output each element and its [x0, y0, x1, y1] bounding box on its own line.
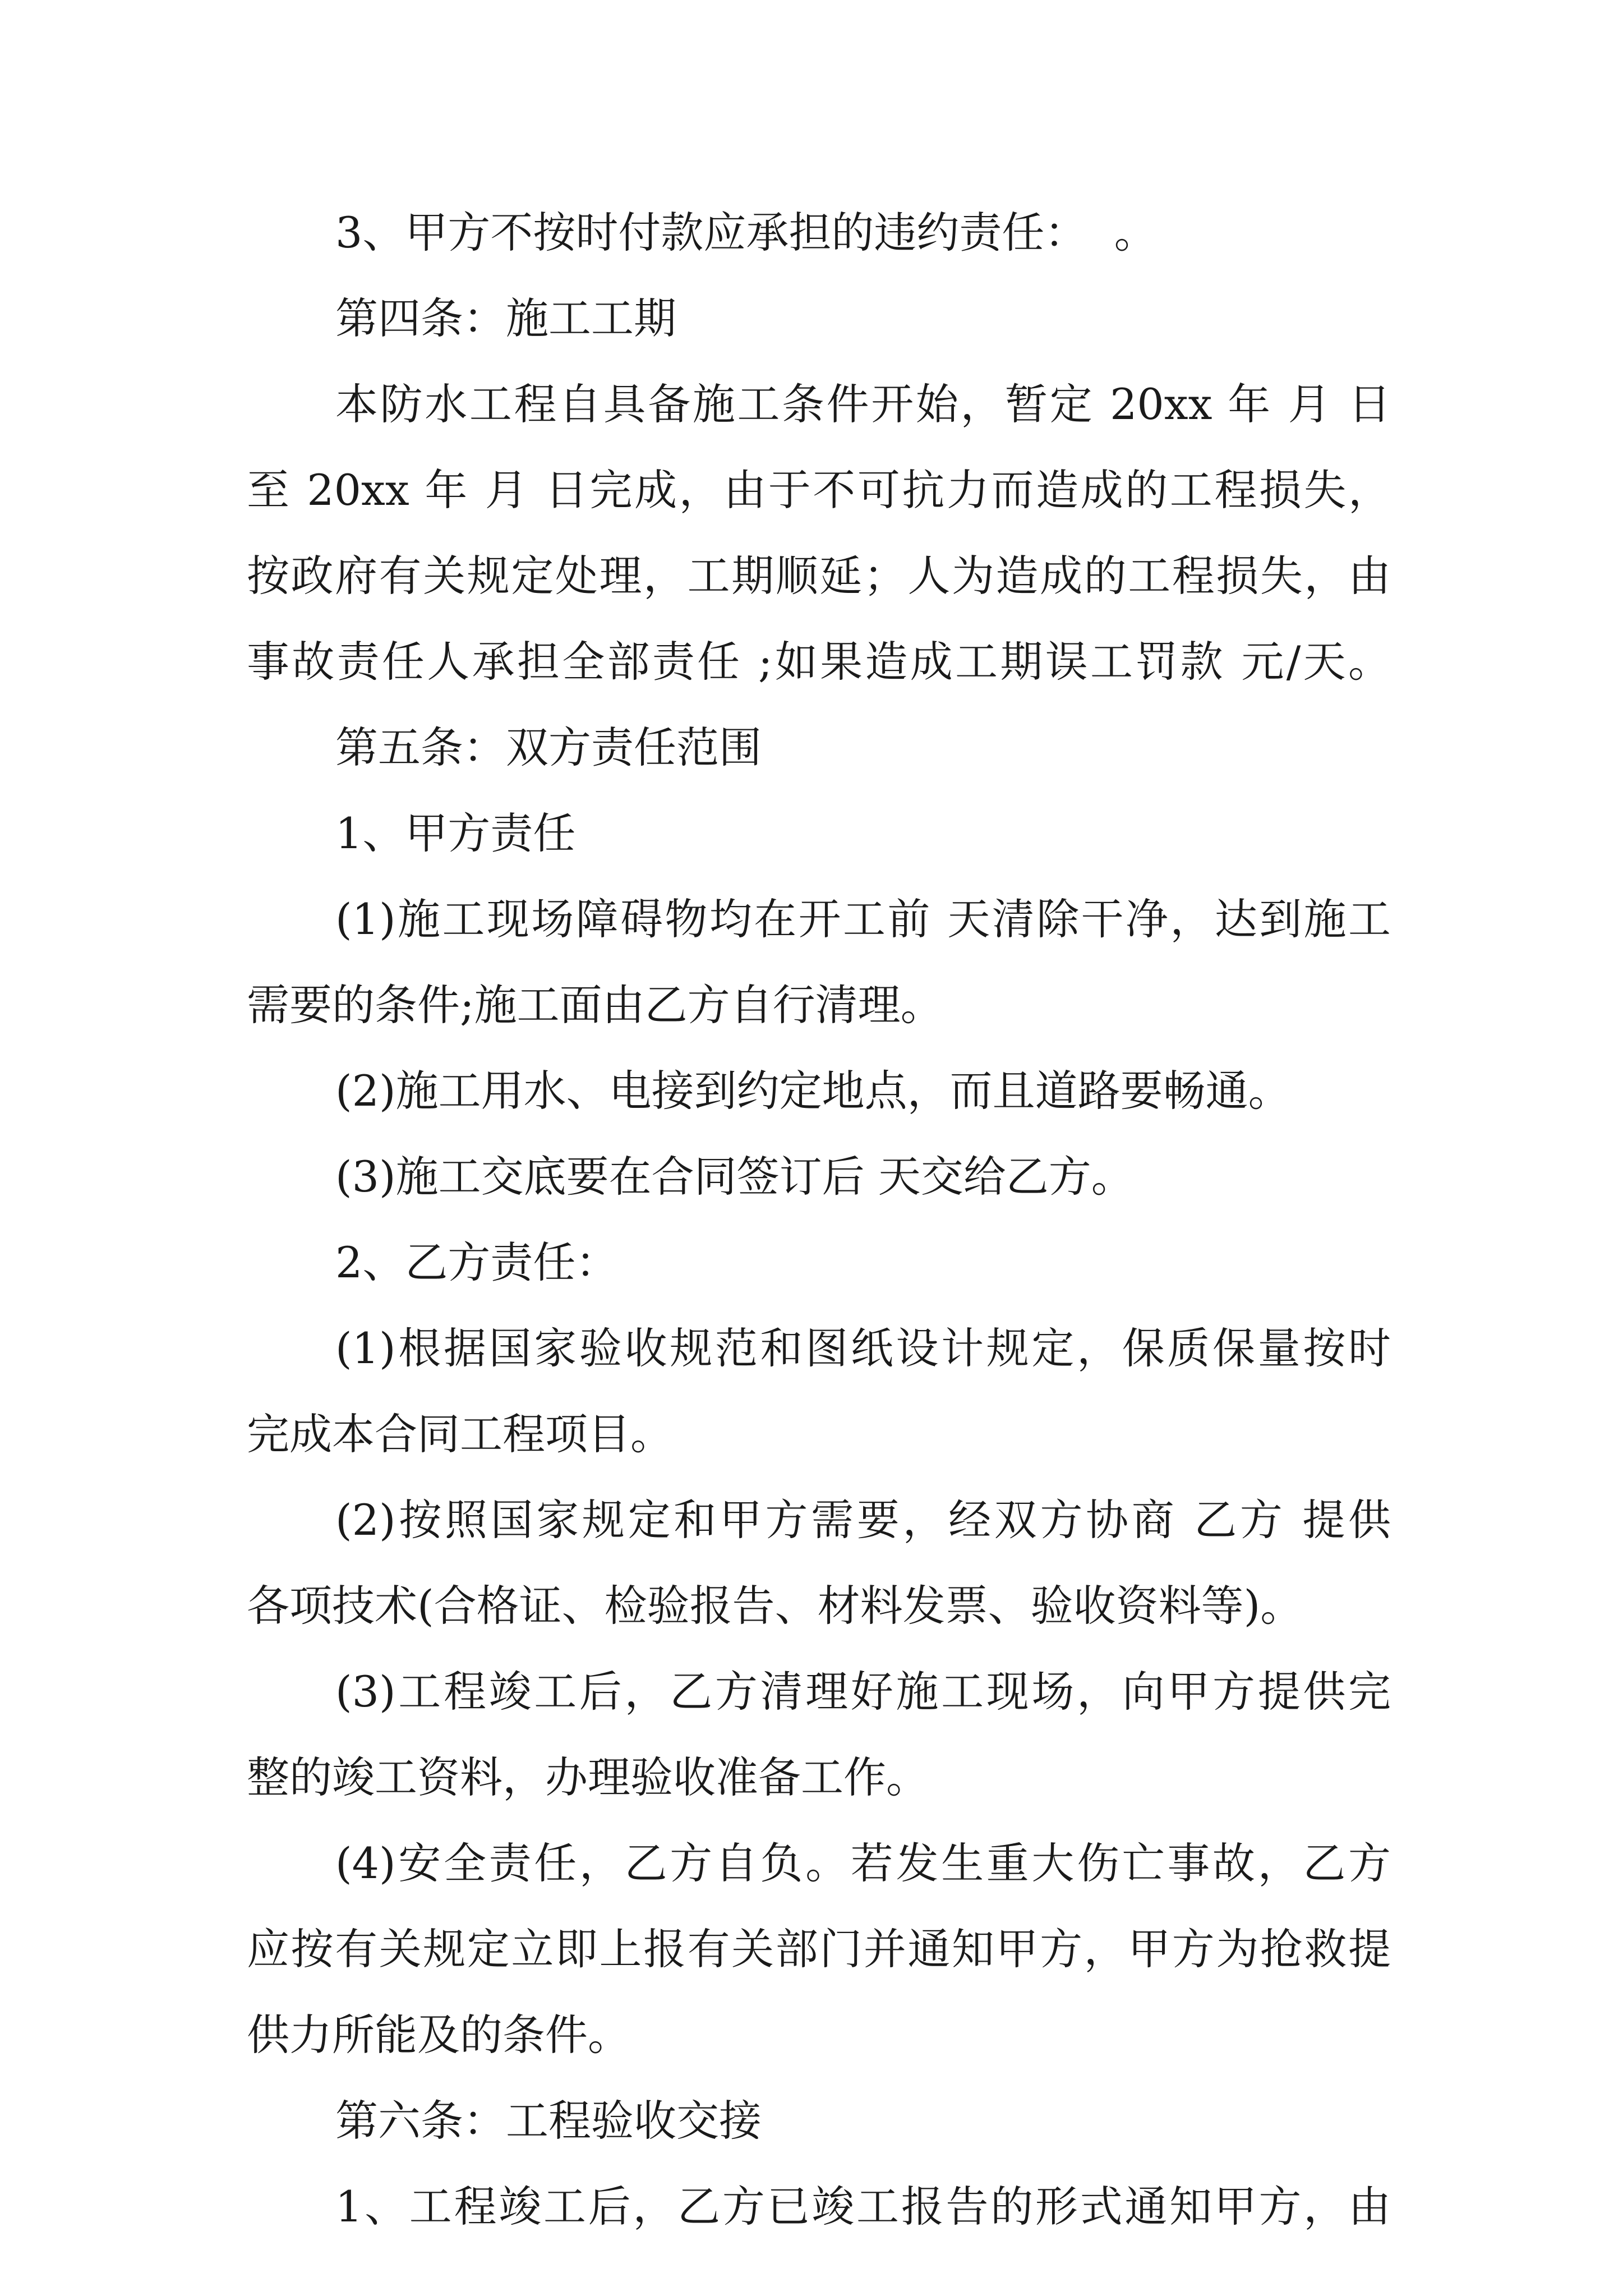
party-a-heading: 1、甲方责任	[335, 808, 576, 858]
party-a-item-line: (3)施工交底要在合同签订后 天交给乙方。	[335, 1152, 1134, 1202]
party-a-item-line: (2)施工用水、电接到约定地点，而且道路要畅通。	[335, 1066, 1291, 1116]
article-4-paragraph-line: 事故责任人承担全部责任 ;如果造成工期误工罚款 元/天。	[247, 637, 1391, 687]
party-a-item-line: (1)施工现场障碍物均在开工前 天清除干净，达到施工	[335, 894, 1391, 944]
party-b-item-line: (2)按照国家规定和甲方需要，经双方协商 乙方 提供	[335, 1495, 1391, 1545]
article-4-heading: 第四条：施工工期	[335, 293, 676, 343]
article-5-heading: 第五条：双方责任范围	[335, 723, 762, 772]
article-4-paragraph-line: 按政府有关规定处理，工期顺延；人为造成的工程损失，由	[247, 551, 1391, 601]
party-a-item-line: 需要的条件;施工面由乙方自行清理。	[247, 980, 943, 1030]
article-6-heading: 第六条：工程验收交接	[335, 2096, 762, 2146]
party-b-item-line: (1)根据国家验收规范和图纸设计规定，保质保量按时	[335, 1323, 1391, 1373]
party-b-item-line: 整的竣工资料，办理验收准备工作。	[247, 1752, 929, 1802]
party-b-item-line: (4)安全责任，乙方自负。若发生重大伤亡事故，乙方	[335, 1838, 1391, 1888]
party-b-item-line: 供力所能及的条件。	[247, 2010, 630, 2060]
party-b-item-line: 各项技术(合格证、检验报告、材料发票、验收资料等)。	[247, 1581, 1303, 1631]
party-b-item-line: 完成本合同工程项目。	[247, 1409, 673, 1459]
article-6-paragraph-line: 1、工程竣工后，乙方已竣工报告的形式通知甲方，由	[335, 2182, 1391, 2231]
clause-3-penalty-line: 3、甲方不按时付款应承担的违约责任： 。	[335, 208, 1157, 257]
party-b-item-line: 应按有关规定立即上报有关部门并通知甲方，甲方为抢救提	[247, 1924, 1391, 1974]
article-4-paragraph-line: 至 20xx 年 月 日完成，由于不可抗力而造成的工程损失，	[247, 465, 1391, 515]
party-b-heading: 2、乙方责任：	[335, 1237, 619, 1287]
article-4-paragraph-line: 本防水工程自具备施工条件开始，暂定 20xx 年 月 日	[335, 379, 1391, 429]
party-b-item-line: (3)工程竣工后，乙方清理好施工现场，向甲方提供完	[335, 1667, 1391, 1717]
